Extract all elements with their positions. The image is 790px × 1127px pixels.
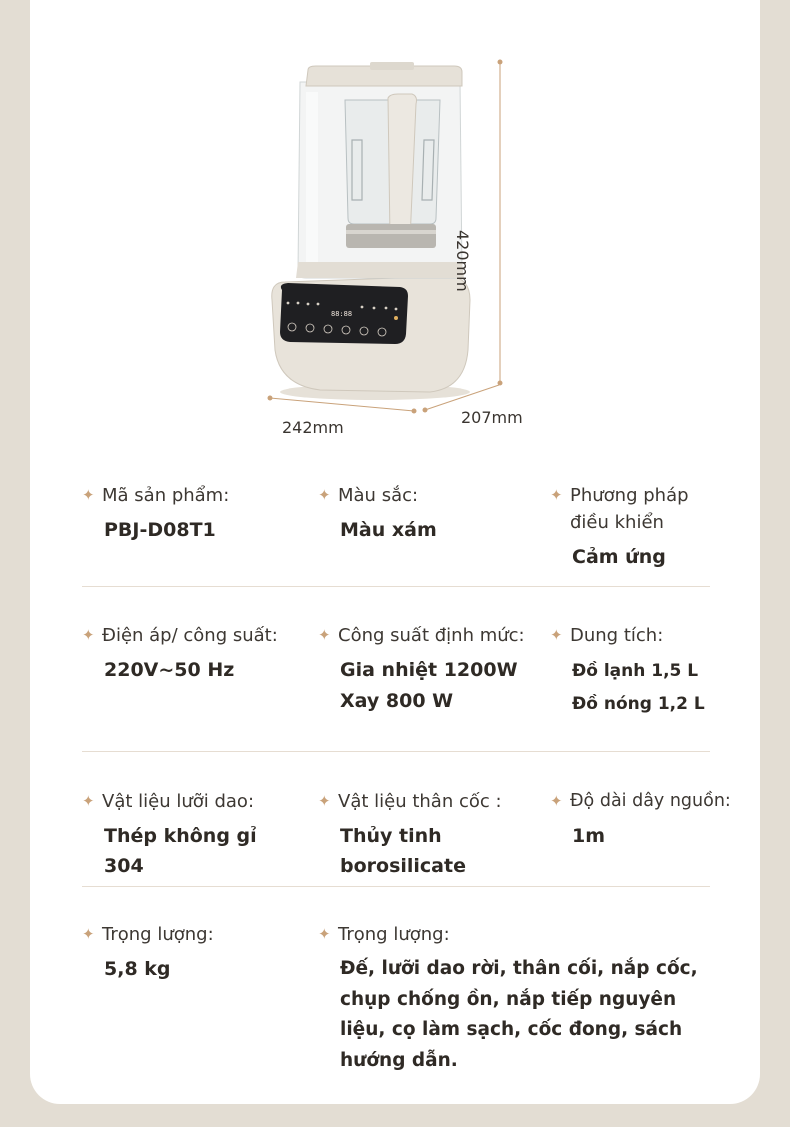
sparkle-icon: ✦ bbox=[318, 486, 331, 504]
spec-value: Màu xám bbox=[340, 519, 437, 541]
spec-value-line: Thủy tinh bbox=[340, 825, 442, 847]
spec-label: Độ dài dây nguồn: bbox=[570, 791, 731, 811]
spec-control-method bbox=[550, 482, 740, 573]
spec-value-line: borosilicate bbox=[340, 855, 466, 877]
spec-label: Trọng lượng: bbox=[338, 924, 450, 945]
spec-jar-material bbox=[318, 788, 553, 881]
spec-value: Cảm ứng bbox=[572, 546, 666, 568]
spec-label: Màu sắc: bbox=[338, 485, 419, 506]
width-label: 242mm bbox=[282, 418, 344, 437]
divider bbox=[82, 586, 710, 587]
spec-value: 1m bbox=[572, 825, 606, 847]
spec-value-line: Thép không gỉ bbox=[104, 825, 257, 847]
spec-value: PBJ-D08T1 bbox=[104, 519, 216, 541]
spec-value-line: Đồ nóng 1,2 L bbox=[572, 694, 705, 714]
spec-blade-material bbox=[82, 788, 317, 881]
spec-label: Trọng lượng: bbox=[102, 924, 214, 945]
spec-value-line: hướng dẫn. bbox=[340, 1049, 458, 1071]
spec-value-line: Gia nhiệt 1200W bbox=[340, 659, 518, 681]
spec-rated-power bbox=[318, 622, 553, 717]
spec-value-line: 304 bbox=[104, 855, 144, 877]
sparkle-icon: ✦ bbox=[550, 486, 563, 504]
blender-image bbox=[0, 0, 790, 450]
sparkle-icon: ✦ bbox=[82, 792, 95, 810]
spec-label: Mã sản phẩm: bbox=[102, 485, 230, 506]
divider bbox=[82, 886, 710, 887]
spec-label: Dung tích: bbox=[570, 625, 664, 646]
display-digits: 88:88 bbox=[331, 310, 353, 318]
sparkle-icon: ✦ bbox=[550, 626, 563, 644]
depth-label: 207mm bbox=[461, 408, 523, 427]
spec-value-line: Xay 800 W bbox=[340, 690, 454, 712]
spec-value-line: liệu, cọ làm sạch, cốc đong, sách bbox=[340, 1019, 683, 1040]
spec-color bbox=[318, 482, 553, 546]
spec-label: Điện áp/ công suất: bbox=[102, 625, 278, 646]
spec-label-line: điều khiển bbox=[570, 512, 664, 533]
spec-value: 5,8 kg bbox=[104, 958, 171, 980]
spec-value-line: Đồ lạnh 1,5 L bbox=[572, 661, 699, 681]
height-label: 420mm bbox=[453, 230, 472, 292]
spec-label: Vật liệu lưỡi dao: bbox=[102, 791, 255, 812]
product-illustration-area bbox=[0, 0, 790, 450]
sparkle-icon: ✦ bbox=[318, 792, 331, 810]
spec-value-line: Đế, lưỡi dao rời, thân cối, nắp cốc, bbox=[340, 958, 698, 979]
spec-label-line: Phương pháp bbox=[570, 485, 689, 506]
spec-voltage bbox=[82, 622, 317, 686]
divider bbox=[82, 751, 710, 752]
spec-label: Công suất định mức: bbox=[338, 625, 525, 646]
spec-value: 220V~50 Hz bbox=[104, 659, 235, 681]
sparkle-icon: ✦ bbox=[318, 925, 331, 943]
sparkle-icon: ✦ bbox=[82, 925, 95, 943]
spec-weight bbox=[82, 921, 317, 985]
spec-cord-length bbox=[550, 788, 750, 852]
spec-value-line: chụp chống ồn, nắp tiếp nguyên bbox=[340, 988, 677, 1010]
spec-capacity bbox=[550, 622, 740, 721]
sparkle-icon: ✦ bbox=[82, 626, 95, 644]
sparkle-icon: ✦ bbox=[550, 792, 563, 810]
spec-product-code bbox=[82, 482, 317, 546]
spec-included-parts bbox=[318, 921, 718, 1076]
spec-label: Vật liệu thân cốc : bbox=[338, 791, 502, 812]
sparkle-icon: ✦ bbox=[318, 626, 331, 644]
sparkle-icon: ✦ bbox=[82, 486, 95, 504]
